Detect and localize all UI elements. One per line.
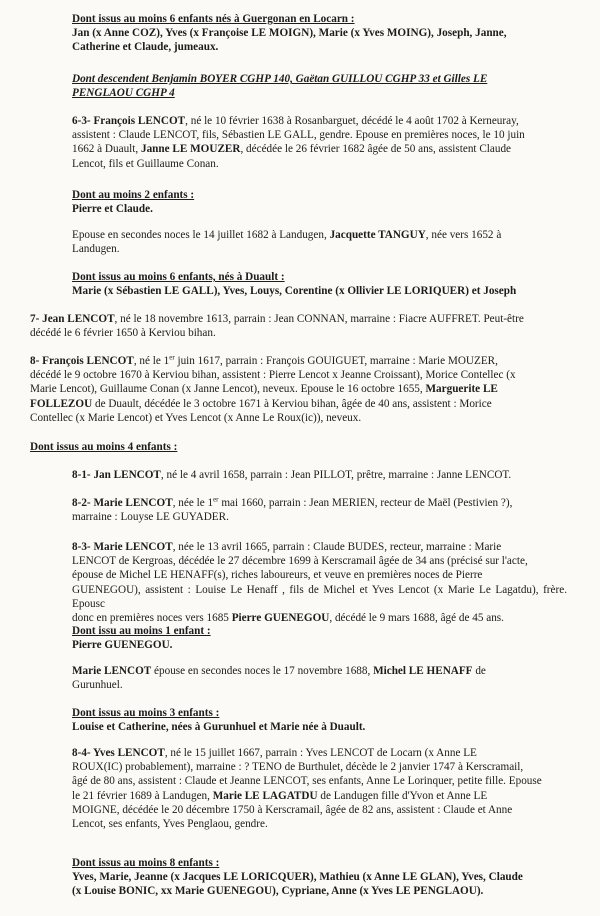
children-list: Catherine et Claude, jumeaux. [72, 41, 219, 54]
children-list: Louise et Catherine, nées à Gurunhuel et Marie née à Duault. [72, 721, 366, 734]
children-section-8 [72, 856, 567, 899]
entry-6-3 [72, 114, 567, 171]
entry-text: , né le 1 [133, 355, 170, 367]
section-heading: Dont issus au moins 6 enfants, nés à Duault : [72, 271, 285, 283]
entry-number: 8-4- [72, 747, 94, 759]
entry-8-3 [72, 540, 567, 625]
entry-text: , née le 13 avril 1665, parrain : Claude BUDES, recteur, marraine : Marie [172, 541, 502, 553]
entry-text: ROUX(IC) probablement), marraine : ? TENO de Burthulet, décède le 2 janvier 1747 à Kerscramail, [72, 761, 524, 774]
entry-text: , né le 15 juillet 1667, parrain : Yves LENCOT de Locarn (x Anne LE [164, 747, 477, 759]
entry-text: Lencot, ses enfants, Yves Penglaou, gendre. [72, 818, 268, 831]
children-section-5 [72, 624, 567, 652]
entry-text: , décédé le 9 mars 1688, âgé de 45 ans. [329, 612, 504, 625]
second-marriage-6-3 [72, 228, 567, 256]
children-list: Pierre et Claude. [72, 203, 153, 216]
entry-number: 7- [30, 313, 43, 325]
entry-text: assistent : Claude LENCOT, fils, Sébastien LE GALL, gendre. Epouse en premières noces, le 10 juin [72, 129, 525, 142]
children-section-4 [30, 440, 567, 454]
superscript: er [169, 353, 175, 362]
person-name: François LENCOT [93, 115, 186, 127]
person-name: François LENCOT [42, 355, 134, 367]
entry-text: MOIGNE, décédée le 20 décembre 1750 à Kerscramail, âgée de 82 ans, assistent : Claude et Anne [72, 803, 513, 816]
person-name: Jean LENCOT [42, 313, 115, 325]
person-name: Marie LENCOT [93, 541, 173, 553]
entry-text: , né le 18 novembre 1613, parrain : Jean CONNAN, marraine : Fiacre AUFFRET. Peut-être [114, 313, 524, 325]
descendants-note [72, 72, 567, 100]
second-marriage-8-3 [72, 664, 567, 692]
entry-8-1 [72, 468, 567, 482]
entry-text: 1662 à Duault, [72, 143, 141, 156]
entry-text: donc en premières noces vers 1685 [72, 612, 232, 625]
entry-number: 6-3- [72, 115, 91, 127]
entry-text: de [472, 665, 486, 677]
entry-text: LENCOT de Kergroas, décédée le 27 décembre 1699 à Kerscramail âgée de 34 ans (précisé sur l'acte, [72, 555, 528, 568]
entry-text: Marie Lencot), Guillaume Conan (x Janne Lencot), neveux. Epouse le 16 octobre 1655, [30, 383, 426, 396]
descendants-line: Dont descendent Benjamin BOYER CGHP 140, Gaëtan GUILLOU CGHP 33 et Gilles LE [72, 73, 488, 85]
entry-7 [30, 312, 567, 340]
children-section-2 [72, 188, 567, 216]
section-heading: Dont issus au moins 6 enfants nés à Guergonan en Locarn : [72, 13, 355, 25]
entry-text: décédé le 9 octobre 1670 à Kerviou bihan, assistent : Pierre Lencot x Jeanne Croissant), Morice Contellec (x [30, 369, 516, 382]
entry-text: âgé de 80 ans, assistent : Claude et Jeanne LENCOT, ses enfants, Anne Le Lorinquer, petite fille. Epouse [72, 775, 542, 788]
entry-number: 8- [30, 355, 43, 367]
entry-number: 8-2- [72, 497, 94, 509]
children-section-duault [72, 270, 567, 298]
entry-text: , né le 10 février 1638 à Rosanbarguet, décédé le 4 août 1702 à Kerneuray, [185, 115, 519, 127]
section-heading: Dont au moins 2 enfants : [72, 189, 195, 201]
section-heading: Dont issus au moins 4 enfants : [30, 441, 178, 453]
entry-text: décédé le 6 février 1650 à Kerviou bihan. [30, 327, 216, 340]
spouse-name: Pierre GUENEGOU [231, 612, 330, 625]
entry-text: Landugen. [72, 243, 120, 256]
entry-text: marraine : Louyse LE GUYADER. [72, 511, 229, 524]
entry-number: 8-3- [72, 541, 94, 553]
entry-text: , née vers 1652 à [425, 229, 502, 241]
person-name: Yves LENCOT [93, 747, 165, 759]
person-name: Jan LENCOT [93, 469, 161, 481]
entry-text: , décédée le 26 février 1682 âgée de 50 ans, assistent Claude [240, 143, 512, 156]
entry-text: le 21 février 1689 à Landugen, [72, 789, 213, 802]
children-section-gurunhuel [72, 706, 567, 734]
person-name: Marie LENCOT [93, 497, 173, 509]
entry-text: de Duault, décédée le 3 octobre 1671 à Kerviou bihan, âgée de 40 ans, assistent : Morice [92, 397, 492, 410]
spouse-name: Michel LE HENAFF [373, 665, 473, 677]
entry-text: mai 1660, parrain : Jean MERIEN, recteur de Maël (Pestivien ?), [218, 497, 513, 509]
entry-text: , née le 1 [172, 497, 214, 509]
descendants-line: PENGLAOU CGHP 4 [72, 87, 175, 100]
entry-text: juin 1617, parrain : François GOUIGUET, marraine : Marie MOUZER, [174, 355, 498, 367]
section-heading: Dont issu au moins 1 enfant : [72, 625, 211, 637]
children-list: Jan (x Anne COZ), Yves (x Françoise LE MOIGN), Marie (x Yves MOING), Joseph, Janne, [72, 27, 507, 40]
entry-text: Lencot, fils et Guillaume Conan. [72, 157, 219, 170]
spouse-name: Marguerite LE [425, 383, 498, 396]
entry-number: 8-1- [72, 469, 94, 481]
children-section-guergonan [72, 12, 567, 55]
entry-text: Epouse en secondes noces le 14 juillet 1682 à Landugen, [72, 229, 330, 241]
children-list: (x Louise BONIC, xx Marie GUENEGOU), Cypriane, Anne (x Yves LE PENGLAOU). [72, 885, 484, 898]
entry-8-4 [72, 746, 567, 831]
spouse-name: Marie LE LAGATDU [212, 789, 318, 802]
superscript: er [213, 495, 219, 504]
section-heading: Dont issus au moins 3 enfants : [72, 707, 220, 719]
entry-8 [30, 354, 567, 425]
spouse-name: FOLLEZOU [30, 397, 93, 410]
children-list: Yves, Marie, Jeanne (x Jacques LE LORICQUER), Mathieu (x Anne LE GLAN), Yves, Claude [72, 871, 523, 884]
entry-text: épouse en secondes noces le 17 novembre 1688, [151, 665, 374, 677]
person-name: Marie LENCOT [72, 665, 152, 677]
children-list: Marie (x Sébastien LE GALL), Yves, Louys, Corentine (x Ollivier LE LORIQUER) et Joseph [72, 285, 517, 298]
entry-8-2 [72, 496, 567, 524]
entry-text: GUENEGOU), assistent : Louise Le Henaff , fils de Michel et Yves Lencot (x Marie Le Lagatdu), frère. Epousc [72, 583, 567, 610]
entry-text: , né le 4 avril 1658, parrain : Jean PILLOT, prêtre, marraine : Janne LENCOT. [160, 469, 512, 481]
entry-text: Contellec (x Marie Lencot) et Yves Lencot (x Anne Le Roux(ic)), neveux. [30, 411, 362, 424]
entry-text: de Landugen fille d'Yvon et Anne LE [317, 789, 488, 802]
spouse-name: Janne LE MOUZER [140, 143, 241, 156]
spouse-name: Jacquette TANGUY [329, 229, 426, 241]
children-list: Pierre GUENEGOU. [72, 639, 173, 652]
section-heading: Dont issus au moins 8 enfants : [72, 857, 220, 869]
entry-text: Gurunhuel. [72, 679, 123, 692]
entry-text: épouse de Michel LE HENAFF(s), riches laboureurs, et veuve en premières noces de Pierre [72, 569, 483, 582]
